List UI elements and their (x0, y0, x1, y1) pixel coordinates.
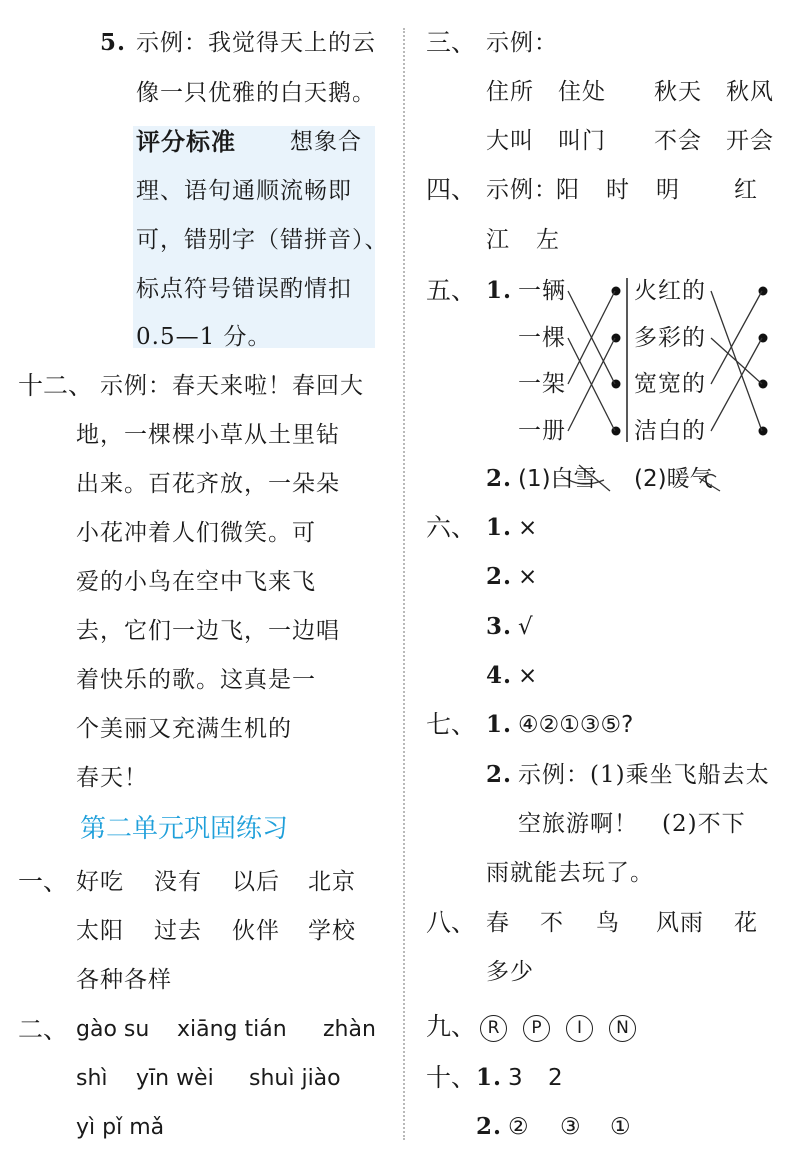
sec12-line: 着快乐的歌。这真是一 (76, 667, 316, 693)
adjective: 宽宽的 (634, 371, 706, 397)
word: 好吃 (76, 869, 124, 895)
sec10-number: 十、 (426, 1063, 477, 1092)
circled-letter: I (566, 1015, 593, 1042)
word: 过去 (154, 918, 202, 944)
sec7-q1-answer: ④②①③⑤? (518, 712, 634, 738)
q5-line2: 像一只优雅的白天鹅。 (136, 80, 376, 106)
adjective: 火红的 (634, 278, 706, 304)
word: 住处 (558, 79, 606, 105)
word: 学校 (308, 918, 356, 944)
word: 秋天 (654, 79, 702, 105)
word: 叫门 (558, 128, 606, 154)
cross-mark: × (518, 564, 539, 590)
sec12-line: 地，一棵棵小草从土里钻 (76, 422, 340, 448)
sec4-intro: 示例： (486, 177, 558, 203)
match-dot (759, 427, 768, 436)
sec4-char: 江 (486, 227, 510, 253)
adjective: 多彩的 (634, 325, 706, 351)
sec3-number: 三、 (426, 28, 477, 57)
sec2-number: 二、 (18, 1015, 69, 1044)
sec4-char: 时 (606, 177, 630, 203)
pinyin: zhàn (323, 1017, 376, 1042)
sec8-word: 鸟 (596, 910, 620, 936)
sec10-q2-ans: ② (508, 1114, 530, 1140)
word: 大叫 (486, 128, 534, 154)
sec10-q2-number: 2. (476, 1113, 503, 1140)
sec7-q2-line3: 雨就能去玩了。 (486, 860, 654, 886)
match-line (711, 338, 762, 431)
word: 开会 (726, 128, 774, 154)
sec4-number: 四、 (426, 175, 477, 204)
adjective: 洁白的 (634, 418, 706, 444)
sec1-number: 一、 (18, 867, 69, 896)
cross-mark: × (518, 515, 539, 541)
word: 住所 (486, 79, 534, 105)
sec4-char: 明 (656, 177, 680, 203)
sec2-row3: yì pǐ mǎ (76, 1115, 165, 1140)
sec8-word: 不 (540, 910, 564, 936)
check-mark: √ (518, 614, 534, 640)
word: 太阳 (76, 918, 124, 944)
sec12-number: 十二、 (18, 371, 94, 400)
sec4-char: 红 (734, 177, 758, 203)
sec8-number: 八、 (426, 908, 477, 937)
measure-word: 一册 (518, 418, 566, 444)
word: 伙伴 (232, 918, 280, 944)
scoring-line4: 标点符号错误酌情扣 (136, 276, 352, 302)
pinyin: yīn wèi (136, 1066, 214, 1091)
pinyin: xiāng tián (177, 1017, 287, 1042)
sec3-intro: 示例： (486, 30, 558, 56)
measure-word: 一架 (518, 371, 566, 397)
pinyin: shì (76, 1066, 108, 1091)
scoring-line1: 想象合 (290, 129, 362, 155)
sec8-word: 多少 (486, 959, 534, 985)
sec12-line: 个美丽又充满生机的 (76, 716, 292, 742)
scoring-line3: 可，错别字（错拼音）、 (136, 227, 389, 253)
pinyin: shuì jiào (249, 1066, 341, 1091)
measure-word: 一棵 (518, 325, 566, 351)
sec6-item-number: 1. (486, 514, 513, 541)
scoring-line5: 0.5—1 分。 (136, 324, 272, 350)
sec7-q2-line1: 示例：(1)乘坐飞船去太 (518, 762, 770, 788)
sec5-q2-a: (1)白雪 (518, 466, 597, 492)
q5-line1: 示例：我觉得天上的云 (136, 30, 376, 56)
word: 以后 (232, 869, 280, 895)
pinyin: gào su (76, 1017, 150, 1042)
sec4-char: 阳 (556, 177, 580, 203)
sec5-number: 五、 (426, 276, 477, 305)
sec6-item-number: 3. (486, 613, 513, 640)
scoring-label: 评分标准 (136, 128, 236, 156)
sec8-word: 风雨 (656, 910, 704, 936)
sec9-number: 九、 (426, 1012, 477, 1041)
sec12-line: 春天！ (76, 765, 148, 791)
cross-mark: × (518, 663, 539, 689)
match-dot (759, 380, 768, 389)
sec5-q2-number: 2. (486, 465, 513, 492)
sec5-q1-number: 1. (486, 277, 513, 304)
sec6-item-number: 2. (486, 563, 513, 590)
q5-number: 5. (100, 29, 127, 56)
sec7-q1-number: 1. (486, 711, 513, 738)
circled-letter: R (480, 1015, 507, 1042)
sec7-q2-line2: 空旅游啊！ (2)不下 (518, 811, 746, 837)
circled-letter: P (523, 1015, 550, 1042)
sec12-line: 出来。百花齐放，一朵朵 (76, 471, 340, 497)
sec12-line: 去，它们一边飞，一边唱 (76, 618, 340, 644)
word: 秋风 (726, 79, 774, 105)
unit-title: 第二单元巩固练习 (80, 814, 289, 844)
sec12-line: 爱的小鸟在空中飞来飞 (76, 569, 316, 595)
sec7-q2-number: 2. (486, 761, 513, 788)
sec6-number: 六、 (426, 513, 477, 542)
word: 不会 (654, 128, 702, 154)
scoring-line2: 理、语句通顺流畅即 (136, 178, 352, 204)
match-line (711, 291, 762, 384)
word: 北京 (308, 869, 356, 895)
sec10-q1-ans: 3 (508, 1065, 524, 1091)
match-line (711, 338, 762, 384)
sec10-q2-ans: ① (610, 1114, 632, 1140)
word: 没有 (154, 869, 202, 895)
measure-word: 一辆 (518, 278, 566, 304)
sec10-q2-ans: ③ (560, 1114, 582, 1140)
sec8-word: 花 (734, 910, 758, 936)
sec4-char: 左 (536, 227, 560, 253)
sec12-line: 小花冲着人们微笑。可 (76, 520, 316, 546)
sec1-row3: 各种各样 (76, 967, 172, 993)
sec5-q2-b: (2)暖气 (634, 466, 713, 492)
sec12-line: 示例：春天来啦！春回大 (100, 373, 364, 399)
circled-letter: N (609, 1015, 636, 1042)
sec7-number: 七、 (426, 710, 477, 739)
sec10-q1-ans: 2 (548, 1065, 564, 1091)
sec9-letters (480, 1013, 652, 1042)
sec6-item-number: 4. (486, 662, 513, 689)
sec8-word: 春 (486, 910, 510, 936)
sec10-q1-number: 1. (476, 1064, 503, 1091)
